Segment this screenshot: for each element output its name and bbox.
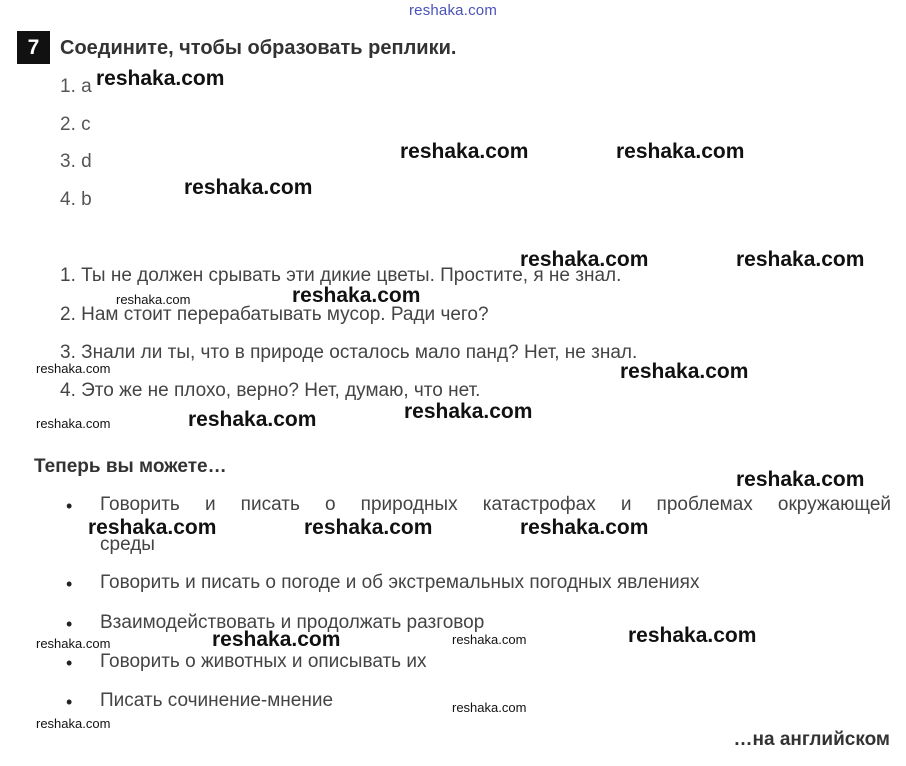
- watermark: reshaka.com: [452, 632, 527, 647]
- watermark: reshaka.com: [96, 67, 225, 90]
- bullet-icon: •: [66, 653, 73, 673]
- watermark: reshaka.com: [36, 361, 111, 376]
- answer-item: 2. c: [60, 114, 91, 135]
- skill-item: Говорить и писать о погоде и об экстремальных погодных явлениях: [100, 572, 700, 593]
- footer-text: …на английском: [733, 729, 890, 750]
- reply-line: 1. Ты не должен срывать эти дикие цветы. Простите, я не знал.: [60, 265, 622, 286]
- task-title: Соедините, чтобы образовать реплики.: [60, 37, 457, 59]
- answer-item: 1. a: [60, 76, 92, 97]
- watermark: reshaka.com: [188, 408, 317, 431]
- skill-item: Говорить и писать о природных катастрофах и проблемах окружающей: [100, 494, 891, 515]
- watermark: reshaka.com: [404, 400, 533, 423]
- watermark: reshaka.com: [620, 360, 749, 383]
- reply-line: 3. Знали ли ты, что в природе осталось мало панд? Нет, не знал.: [60, 342, 638, 363]
- bullet-icon: •: [66, 692, 73, 712]
- bullet-icon: •: [66, 496, 73, 516]
- now-you-can-heading: Теперь вы можете…: [34, 456, 227, 477]
- watermark: reshaka.com: [736, 248, 865, 271]
- watermark: reshaka.com: [736, 468, 865, 491]
- watermark: reshaka.com: [292, 284, 421, 307]
- watermark: reshaka.com: [116, 292, 191, 307]
- watermark: reshaka.com: [212, 628, 341, 651]
- reply-line: 4. Это же не плохо, верно? Нет, думаю, что нет.: [60, 380, 481, 401]
- site-brand-header: reshaka.com: [408, 2, 498, 19]
- watermark: reshaka.com: [452, 700, 527, 715]
- watermark: reshaka.com: [36, 636, 111, 651]
- watermark: reshaka.com: [520, 516, 649, 539]
- watermark: reshaka.com: [400, 140, 529, 163]
- watermark: reshaka.com: [304, 516, 433, 539]
- watermark: reshaka.com: [88, 516, 217, 539]
- skill-item: Писать сочинение-мнение: [100, 690, 334, 711]
- bullet-icon: •: [66, 574, 73, 594]
- reply-line: 2. Нам стоит перерабатывать мусор. Ради чего?: [60, 304, 489, 325]
- watermark: reshaka.com: [616, 140, 745, 163]
- answer-item: 4. b: [60, 189, 92, 210]
- task-number: 7: [17, 31, 50, 64]
- watermark: reshaka.com: [520, 248, 649, 271]
- watermark: reshaka.com: [628, 624, 757, 647]
- skill-item: Говорить о животных и описывать их: [100, 651, 427, 672]
- bullet-icon: •: [66, 614, 73, 634]
- watermark: reshaka.com: [184, 176, 313, 199]
- watermark: reshaka.com: [36, 716, 111, 731]
- answer-item: 3. d: [60, 151, 92, 172]
- watermark: reshaka.com: [36, 416, 111, 431]
- skill-item: Взаимодействовать и продолжать разговор: [100, 612, 485, 633]
- skill-item-continuation: среды: [100, 534, 155, 555]
